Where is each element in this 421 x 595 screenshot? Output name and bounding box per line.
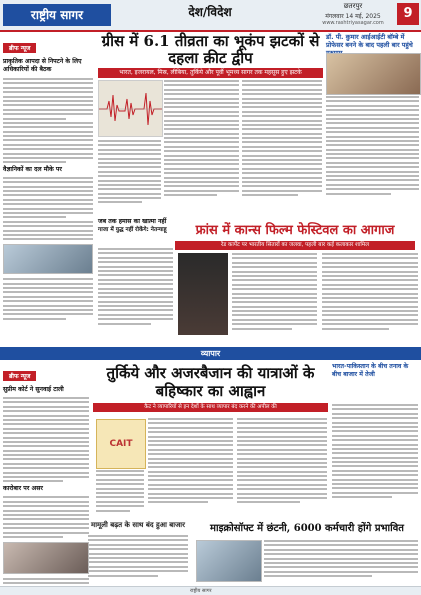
turkey-text-2: [237, 418, 327, 518]
cannes-headline: फ्रांस में कान्स फिल्म फेस्टिवल का आगाज: [195, 223, 395, 238]
right-business-text: [332, 404, 418, 512]
quake-story-col-1: [164, 80, 239, 220]
business-brief-head: ब्रीफ न्यूज: [3, 371, 36, 381]
brief-photo: [3, 244, 93, 274]
right-top-photo: [326, 53, 421, 95]
business-left-photo: [3, 542, 89, 574]
business-brief-headline-1: सुप्रीम कोर्ट ने सुनवाई टाली: [3, 386, 64, 393]
cannes-text-2: [322, 253, 418, 338]
microsoft-photo: [196, 540, 262, 582]
market-text: [88, 535, 188, 587]
microsoft-text: [264, 540, 418, 585]
date: मंगलवार 14 मई, 2025: [325, 13, 381, 20]
quake-story-col-2: [242, 80, 322, 220]
page-number: 9: [397, 3, 419, 25]
turkey-subheadline: कैट ने व्यापारियों से इन देशों के साथ व्यापार बंद करने की अपील की: [93, 403, 328, 412]
quake-story-col-0: [98, 140, 161, 220]
business-brief-headline-2: कारोबार पर असर: [3, 485, 43, 493]
cannes-text-1: [232, 253, 317, 338]
cait-logo: CAIT: [96, 419, 146, 469]
quake-headline: ग्रीस में 6.1 तीव्रता का भूकंप झटकों से दहला क्रीट द्वीप: [101, 32, 320, 67]
top-left-column: [3, 35, 93, 340]
netanyahu-text: [98, 248, 173, 343]
cannes-subheadline: रेड कार्पेट पर भारतीय सितारों का जलवा, पहली बार कई कलाकार शामिल: [175, 241, 415, 250]
section-title: देश/विदेश: [188, 5, 232, 19]
brand-logo: राष्ट्रीय सागर: [3, 4, 111, 26]
turkey-headline: तुर्किये और अजरबैजान की यात्राओं के बहिष्कार का आह्वान: [106, 364, 315, 400]
netanyahu-story: [98, 218, 173, 244]
quake-subheadline: भारत, इजरायल, मिस्र, लीबिया, तुर्किये और पूर्वी भूमध्य सागर तक महसूस हुए झटके: [98, 68, 323, 78]
microsoft-headline: माइक्रोसॉफ्ट में छंटनी, 6000 कर्मचारी होंगे प्रभावित: [210, 523, 404, 534]
business-left-column: [3, 363, 89, 583]
cannes-photo: [178, 253, 228, 335]
footer: [0, 586, 421, 595]
right-top-headline: डॉ. पी. कुमार आईआईटी बॉम्बे में प्रोफेसर बनने के बाद पहली बार पहुंचे: [326, 33, 413, 49]
brief-headline-1: प्राकृतिक आपदा से निपटने के लिए अधिकारियों की बैठक: [3, 58, 82, 73]
footer-text: राष्ट्रीय सागर: [190, 588, 212, 594]
brief-headline-2: वैज्ञानिकों का दल मौके पर: [3, 165, 62, 173]
seismograph-image: [98, 80, 163, 137]
right-top-text: [326, 96, 419, 216]
masthead: [0, 0, 421, 32]
city: छतरपुर: [343, 2, 363, 10]
website: www.rashtriyasagar.com: [322, 20, 384, 26]
market-headline: मामूली बढ़त के साथ बंद हुआ बाजार: [91, 521, 185, 529]
right-business-headline: भारत-पाकिस्तान के बीच तनाव के बीच बाजार में तेजी: [332, 363, 409, 378]
brief-news-head: ब्रीफ न्यूज: [3, 43, 36, 53]
netanyahu-headline-1: जब तक हमास का खात्मा नहीं: [98, 218, 167, 225]
turkey-text-1: [148, 418, 233, 518]
business-band: व्यापार: [0, 347, 421, 360]
netanyahu-headline-2: गाजा में युद्ध नहीं रोकेंगे: नेतन्याहू: [98, 227, 167, 233]
turkey-text-0: [96, 470, 144, 518]
